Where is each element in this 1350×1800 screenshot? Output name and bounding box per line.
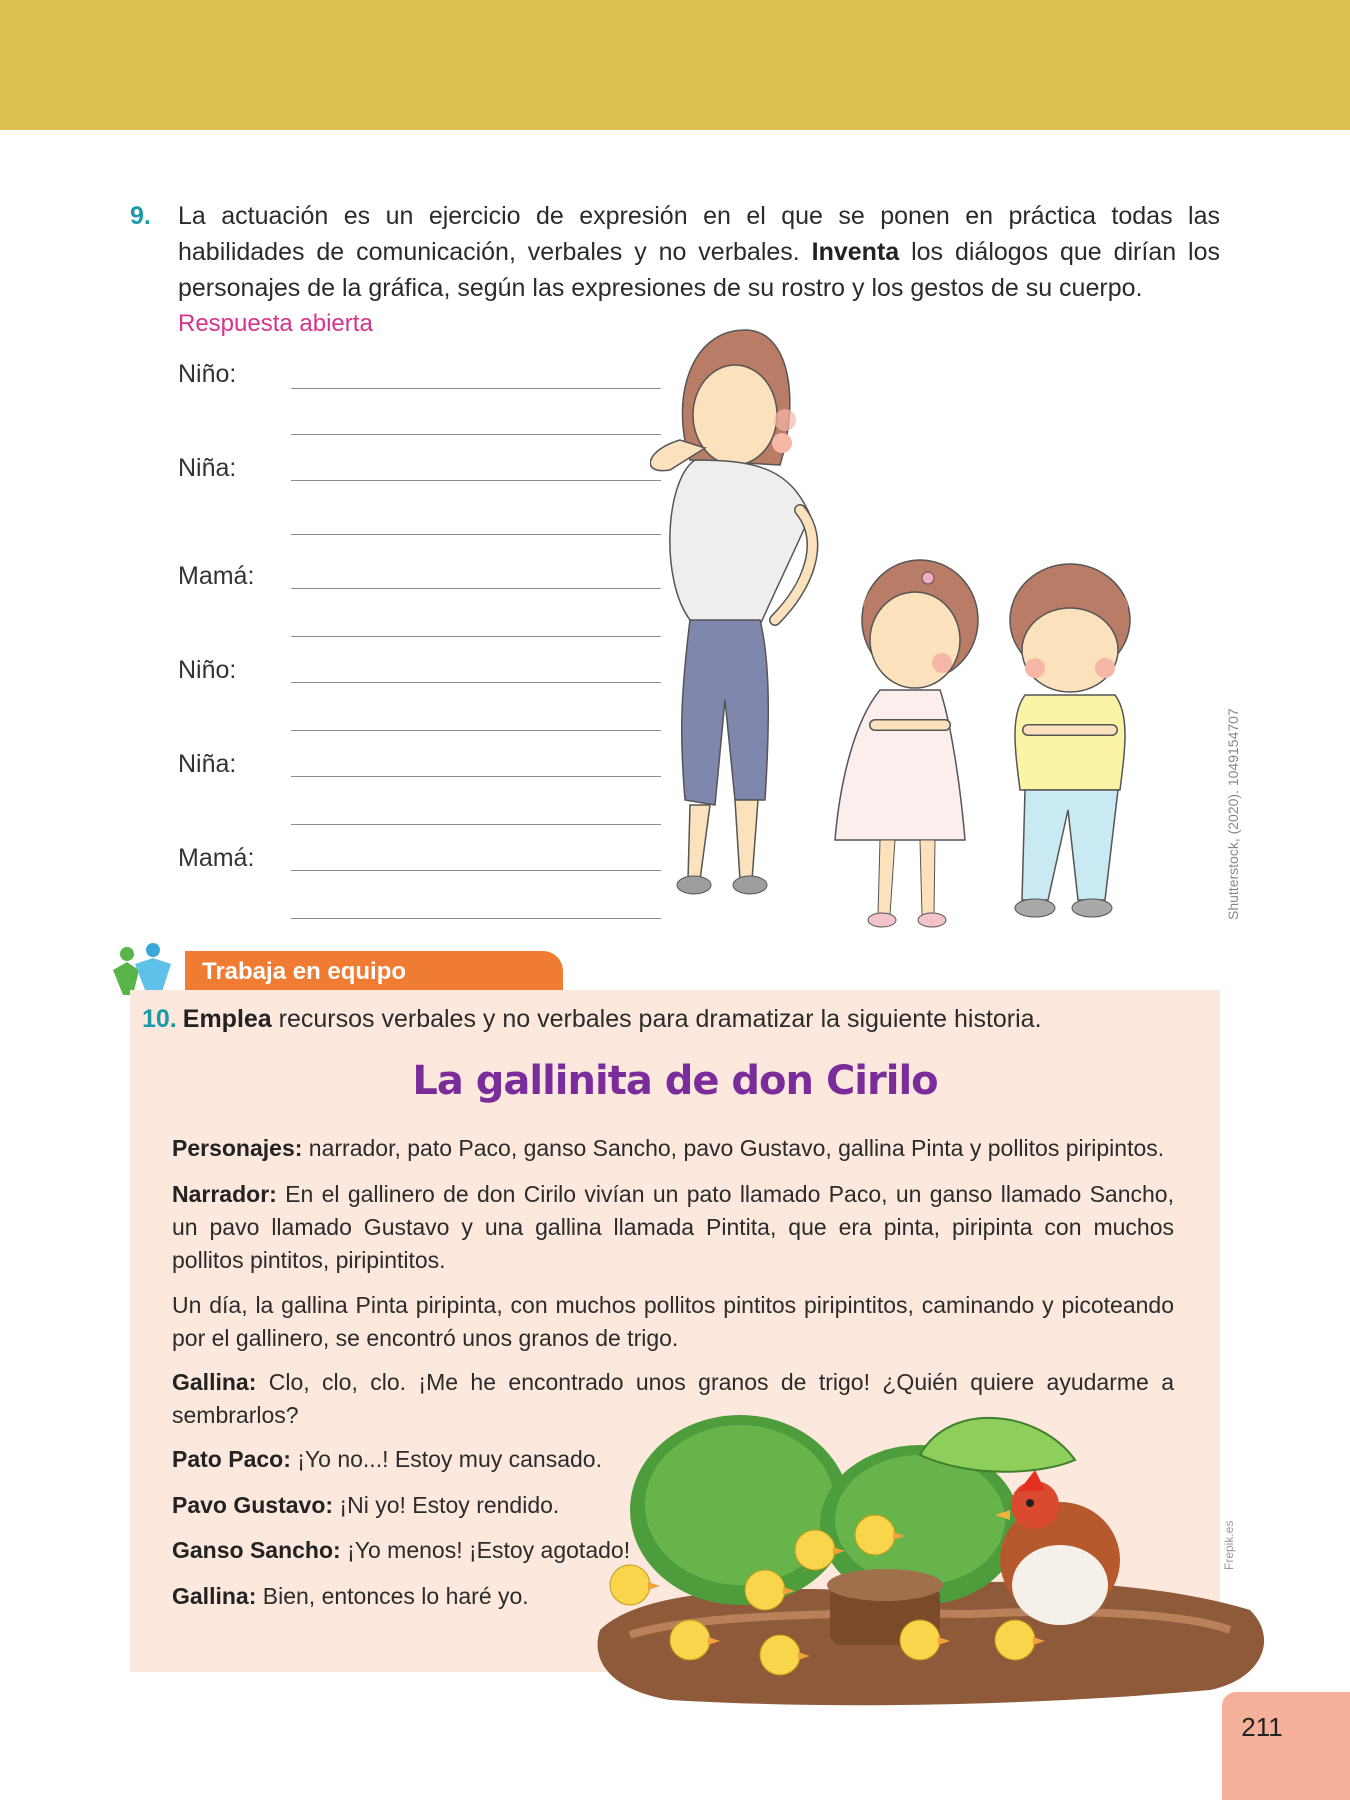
dialog-label: Niño: xyxy=(178,360,237,388)
story-paragraph: Pavo Gustavo: ¡Ni yo! Estoy rendido. xyxy=(172,1492,560,1518)
story-paragraph: Ganso Sancho: ¡Yo menos! ¡Estoy agotado! xyxy=(172,1537,631,1563)
dialog-label: Niña: xyxy=(178,454,237,482)
girl-figure xyxy=(835,560,978,927)
story-paragraph: Personajes: narrador, pato Paco, ganso Sancho, pavo Gustavo, gallina Pinta y pollitos piripintos. xyxy=(172,1135,1165,1161)
dialog-label: Mamá: xyxy=(178,562,255,590)
activity-number: 9. xyxy=(130,202,151,230)
write-line[interactable] xyxy=(291,776,661,777)
write-line[interactable] xyxy=(291,824,661,825)
header-band xyxy=(0,0,1350,130)
team-badge-label: Trabaja en equipo xyxy=(202,958,407,985)
story-paragraph: Pato Paco: ¡Yo no...! Estoy muy cansado. xyxy=(172,1446,602,1472)
write-line[interactable] xyxy=(291,480,661,481)
page-number-tab xyxy=(1222,1692,1350,1800)
story-paragraph: Un día, la gallina Pinta piripinta, con muchos pollitos pintitos piripintitos, caminando y picoteando por el gallinero, se encontró unos granos de trigo. xyxy=(172,1292,1174,1351)
dialog-label: Niño: xyxy=(178,656,237,684)
write-line[interactable] xyxy=(291,534,661,535)
image-credit: Shutterstock, (2020). 1049154707 xyxy=(1225,708,1241,920)
write-line[interactable] xyxy=(291,918,661,919)
hen-and-chicks-illustration xyxy=(590,1400,1280,1710)
story-paragraph: Gallina: Clo, clo, clo. ¡Me he encontrado unos granos de trigo! ¿Quién quiere ayudarme a sembrarlos? xyxy=(172,1369,1174,1428)
story-paragraph: Gallina: Bien, entonces lo haré yo. xyxy=(172,1583,529,1609)
write-line[interactable] xyxy=(291,730,661,731)
write-line[interactable] xyxy=(291,682,661,683)
write-line[interactable] xyxy=(291,588,661,589)
write-line[interactable] xyxy=(291,388,661,389)
write-line[interactable] xyxy=(291,870,661,871)
action-verb: Emplea xyxy=(182,1005,272,1033)
action-verb: Inventa xyxy=(811,238,900,266)
activity-number: 10. xyxy=(142,1005,177,1033)
page-number: 211 xyxy=(1241,1712,1283,1742)
write-line[interactable] xyxy=(291,434,661,435)
write-line[interactable] xyxy=(291,636,661,637)
activity-10: 10. Emplea recursos verbales y no verbales para dramatizar la siguiente historia. xyxy=(142,1005,1042,1033)
dialog-label: Niña: xyxy=(178,750,237,778)
boy-figure xyxy=(1010,564,1130,917)
story-title: La gallinita de don Cirilo xyxy=(412,1058,938,1104)
mother-figure xyxy=(650,330,812,894)
team-badge-tab xyxy=(185,951,563,993)
image-credit: Frepik.es xyxy=(1222,1520,1236,1570)
dialog-label: Mamá: xyxy=(178,844,255,872)
family-illustration xyxy=(650,320,1270,960)
answer-note: Respuesta abierta xyxy=(178,310,373,337)
story-paragraph: Narrador: En el gallinero de don Cirilo vivían un pato llamado Paco, un ganso llamado Sancho, un pavo llamado Gustavo y una gallina llamada Pintita, que era pinta, piripinta con muchos pollitos pintitos, piripintitos. xyxy=(172,1181,1174,1273)
activity-instructions: La actuación es un ejercicio de expresión en el que se ponen en práctica todas las habilidades de comunicación, verbales y no verbales. Inventa los diálogos que dirían los personajes de la gráfica, según las expresiones de su rostro y los gestos de su cuerpo. Respuesta abierta xyxy=(178,198,1220,342)
